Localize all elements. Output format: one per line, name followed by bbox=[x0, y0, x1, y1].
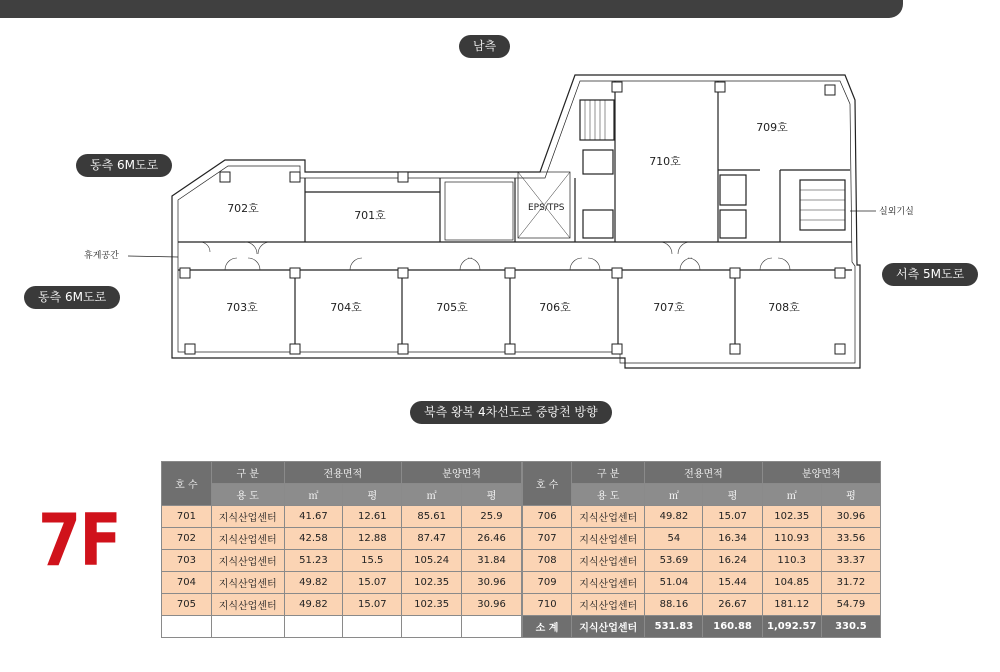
header-pyeong: 평 bbox=[343, 484, 402, 506]
header-sqm: ㎡ bbox=[284, 484, 343, 506]
cell-sale-m2: 104.85 bbox=[762, 572, 821, 594]
cell-sale-py: 30.96 bbox=[462, 572, 522, 594]
south-direction-label: 남측 bbox=[459, 35, 510, 58]
cell-sale-m2: 102.35 bbox=[402, 572, 462, 594]
room-label-703: 703호 bbox=[226, 301, 258, 314]
cell-sale-py: 54.79 bbox=[821, 594, 880, 616]
subtotal-row bbox=[523, 616, 881, 638]
cell-unit: 706 bbox=[523, 506, 572, 528]
room-label-709: 709호 bbox=[756, 121, 788, 134]
building-outline bbox=[172, 75, 860, 368]
table-row bbox=[523, 506, 881, 528]
cell-unit: 710 bbox=[523, 594, 572, 616]
cell-ex-py: 12.61 bbox=[343, 506, 402, 528]
header-sale-area: 분양면적 bbox=[402, 462, 522, 484]
cell-usage: 지식산업센터 bbox=[572, 550, 645, 572]
header-unit: 호 수 bbox=[162, 462, 212, 506]
cell-ex-m2: 51.23 bbox=[284, 550, 343, 572]
cell-usage: 지식산업센터 bbox=[572, 572, 645, 594]
cell-ex-m2: 88.16 bbox=[645, 594, 703, 616]
cell-ex-m2: 49.82 bbox=[284, 572, 343, 594]
header-sale-area: 분양면적 bbox=[762, 462, 880, 484]
cell-sale-py: 30.96 bbox=[462, 594, 522, 616]
cell-ex-m2: 49.82 bbox=[645, 506, 703, 528]
eps-tps-label: EPS/TPS bbox=[528, 203, 565, 213]
cell-ex-py: 15.07 bbox=[343, 572, 402, 594]
cell-sale-m2: 110.93 bbox=[762, 528, 821, 550]
header-pyeong: 평 bbox=[821, 484, 880, 506]
subtotal-sale-m2: 1,092.57 bbox=[762, 616, 821, 638]
area-table-right bbox=[522, 461, 881, 638]
table-row bbox=[523, 528, 881, 550]
cell-ex-py: 15.07 bbox=[343, 594, 402, 616]
room-label-704: 704호 bbox=[330, 301, 362, 314]
header-sqm: ㎡ bbox=[645, 484, 703, 506]
cell-sale-py: 26.46 bbox=[462, 528, 522, 550]
cell-unit: 705 bbox=[162, 594, 212, 616]
header-category: 구 분 bbox=[211, 462, 284, 484]
cell-usage: 지식산업센터 bbox=[211, 528, 284, 550]
cell-usage: 지식산업센터 bbox=[211, 572, 284, 594]
cell-ex-py: 26.67 bbox=[703, 594, 762, 616]
cell-ex-py: 16.34 bbox=[703, 528, 762, 550]
rest-area-label: 휴게공간 bbox=[84, 251, 119, 261]
cell-ex-m2: 42.58 bbox=[284, 528, 343, 550]
cell-unit: 708 bbox=[523, 550, 572, 572]
west-road-label: 서측 5M도로 bbox=[882, 263, 978, 286]
cell-usage: 지식산업센터 bbox=[211, 506, 284, 528]
cell-ex-py: 12.88 bbox=[343, 528, 402, 550]
cell-unit: 703 bbox=[162, 550, 212, 572]
cell-unit: 701 bbox=[162, 506, 212, 528]
cell-ex-m2: 53.69 bbox=[645, 550, 703, 572]
subtotal-ex-m2: 531.83 bbox=[645, 616, 703, 638]
room-label-705: 705호 bbox=[436, 301, 468, 314]
table-row bbox=[162, 528, 522, 550]
header-exclusive-area: 전용면적 bbox=[645, 462, 762, 484]
cell-unit: 704 bbox=[162, 572, 212, 594]
floor-number: 7F bbox=[38, 498, 120, 582]
room-label-701: 701호 bbox=[354, 209, 386, 222]
cell-ex-py: 15.44 bbox=[703, 572, 762, 594]
cell-ex-m2: 49.82 bbox=[284, 594, 343, 616]
header-pyeong: 평 bbox=[703, 484, 762, 506]
cell-sale-m2: 87.47 bbox=[402, 528, 462, 550]
cell-sale-py: 33.37 bbox=[821, 550, 880, 572]
cell-usage: 지식산업센터 bbox=[211, 594, 284, 616]
room-label-706: 706호 bbox=[539, 301, 571, 314]
header-pyeong: 평 bbox=[462, 484, 522, 506]
cell-ex-m2: 51.04 bbox=[645, 572, 703, 594]
cell-sale-m2: 110.3 bbox=[762, 550, 821, 572]
header-sqm: ㎡ bbox=[402, 484, 462, 506]
room-label-707: 707호 bbox=[653, 301, 685, 314]
room-label-702: 702호 bbox=[227, 202, 259, 215]
cell-usage: 지식산업센터 bbox=[572, 506, 645, 528]
table-row bbox=[162, 506, 522, 528]
room-label-710: 710호 bbox=[649, 155, 681, 168]
table-row bbox=[162, 594, 522, 616]
cell-unit: 707 bbox=[523, 528, 572, 550]
cell-sale-py: 30.96 bbox=[821, 506, 880, 528]
cell-ex-py: 15.5 bbox=[343, 550, 402, 572]
outdoor-unit-room-label: 실외기실 bbox=[879, 207, 914, 217]
table-row bbox=[523, 594, 881, 616]
cell-ex-m2: 54 bbox=[645, 528, 703, 550]
cell-ex-m2: 41.67 bbox=[284, 506, 343, 528]
cell-sale-m2: 102.35 bbox=[762, 506, 821, 528]
table-row-empty bbox=[162, 616, 522, 638]
header-sqm: ㎡ bbox=[762, 484, 821, 506]
table-row bbox=[162, 550, 522, 572]
table-row bbox=[523, 572, 881, 594]
north-road-label: 북측 왕복 4차선도로 중랑천 방향 bbox=[410, 401, 612, 424]
cell-sale-m2: 181.12 bbox=[762, 594, 821, 616]
cell-sale-m2: 105.24 bbox=[402, 550, 462, 572]
subtotal-sale-py: 330.5 bbox=[821, 616, 880, 638]
area-table-left bbox=[161, 461, 522, 638]
table-row bbox=[162, 572, 522, 594]
header-usage: 용 도 bbox=[572, 484, 645, 506]
cell-usage: 지식산업센터 bbox=[572, 528, 645, 550]
subtotal-usage: 지식산업센터 bbox=[572, 616, 645, 638]
cell-sale-py: 33.56 bbox=[821, 528, 880, 550]
east-road-label-bottom: 동측 6M도로 bbox=[24, 286, 120, 309]
cell-sale-m2: 85.61 bbox=[402, 506, 462, 528]
cell-ex-py: 15.07 bbox=[703, 506, 762, 528]
cell-ex-py: 16.24 bbox=[703, 550, 762, 572]
header-category: 구 분 bbox=[572, 462, 645, 484]
cell-sale-m2: 102.35 bbox=[402, 594, 462, 616]
east-road-label-top: 동측 6M도로 bbox=[76, 154, 172, 177]
room-label-708: 708호 bbox=[768, 301, 800, 314]
cell-usage: 지식산업센터 bbox=[572, 594, 645, 616]
cell-unit: 702 bbox=[162, 528, 212, 550]
header-unit: 호 수 bbox=[523, 462, 572, 506]
cell-usage: 지식산업센터 bbox=[211, 550, 284, 572]
header-usage: 용 도 bbox=[211, 484, 284, 506]
table-row bbox=[523, 550, 881, 572]
cell-unit: 709 bbox=[523, 572, 572, 594]
subtotal-ex-py: 160.88 bbox=[703, 616, 762, 638]
cell-sale-py: 31.84 bbox=[462, 550, 522, 572]
subtotal-label: 소 계 bbox=[523, 616, 572, 638]
cell-sale-py: 25.9 bbox=[462, 506, 522, 528]
header-exclusive-area: 전용면적 bbox=[284, 462, 402, 484]
cell-sale-py: 31.72 bbox=[821, 572, 880, 594]
